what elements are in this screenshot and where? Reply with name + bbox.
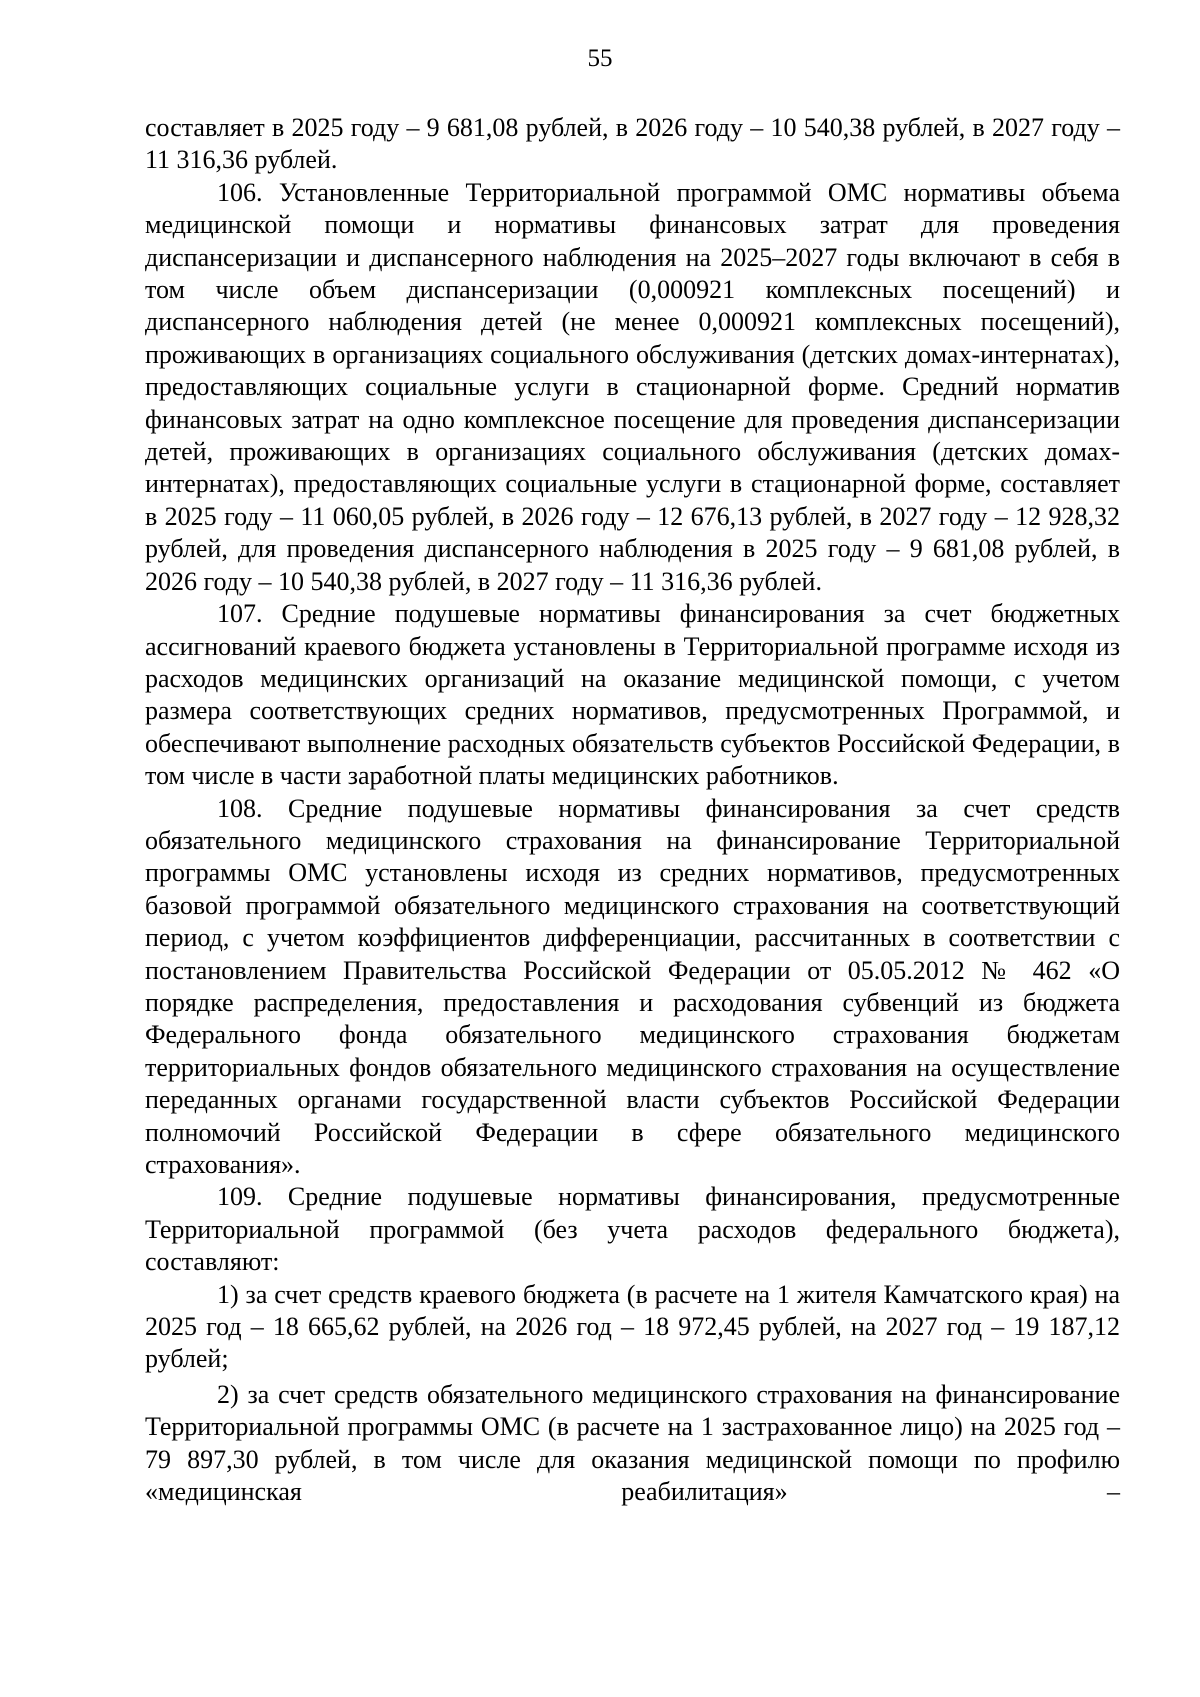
document-body — [145, 112, 1120, 1508]
paragraph-continuation: составляет в 2025 году – 9 681,08 рублей, в 2026 году – 10 540,38 рублей, в 2027 году – 11 316,36 рублей. — [145, 113, 1120, 175]
paragraph-109: 109. Средние подушевые нормативы финансирования, предусмотренные Территориальной программой (без учета расходов федерального бюджета), составляют: — [145, 1182, 1120, 1277]
paragraph-109-item-2: 2) за счет средств обязательного медицинского страхования на финансирование Территориальной программы ОМС (в расчете на 1 застрахованное лицо) на 2025 год – 79 897,30 рублей, в том числе для оказания медицинской помощи по профилю «медицинская реабилитация» – — [145, 1379, 1120, 1507]
paragraph-109-item-1: 1) за счет средств краевого бюджета (в расчете на 1 жителя Камчатского края) на 2025 год – 18 665,62 рублей, на 2026 год – 18 972,45 рублей, на 2027 год – 19 187,12 рублей; — [145, 1279, 1120, 1374]
paragraph-106: 106. Установленные Территориальной программой ОМС нормативы объема медицинской помощи и нормативы финансовых затрат для проведения диспансеризации и диспансерного наблюдения на 2025–2027 годы включают в себя в том числе объем диспансеризации (0,000921 комплексных посещений) и диспансерного наблюдения детей (не менее 0,000921 комплексных посещений), проживающих в организациях социального обслуживания (детских домах-интернатах), предоставляющих социальные услуги в стационарной форме. Средний норматив финансовых затрат на одно комплексное посещение для проведения диспансеризации детей, проживающих в организациях социального обслуживания (детских домах-интернатах), предоставляющих социальные услуги в стационарной форме, составляет в 2025 году – 11 060,05 рублей, в 2026 году – 12 676,13 рублей, в 2027 году – 12 928,32 рублей, для проведения диспансерного наблюдения в 2025 году – 9 681,08 рублей, в 2026 году – 10 540,38 рублей, в 2027 году – 11 316,36 рублей. — [145, 177, 1120, 596]
paragraph-108: 108. Средние подушевые нормативы финансирования за счет средств обязательного медицинского страхования на финансирование Территориальной программы ОМС установлены исходя из средних нормативов, предусмотренных базовой программой обязательного медицинского страхования на соответствующий период, с учетом коэффициентов дифференциации, рассчитанных в соответствии с постановлением Правительства Российской Федерации от 05.05.2012 № 462 «О порядке распределения, предоставления и расходования субвенций из бюджета Федерального фонда обязательного медицинского страхования бюджетам территориальных фондов обязательного медицинского страхования на осуществление переданных органами государственной власти субъектов Российской Федерации полномочий Российской Федерации в сфере обязательного медицинского страхования». — [145, 793, 1120, 1179]
paragraph-107: 107. Средние подушевые нормативы финансирования за счет бюджетных ассигнований краевого бюджета установлены в Территориальной программе исходя из расходов медицинских организаций на оказание медицинской помощи, с учетом размера соответствующих средних нормативов, предусмотренных Программой, и обеспечивают выполнение расходных обязательств субъектов Российской Федерации, в том числе в части заработной платы медицинских работников. — [145, 599, 1120, 791]
page-number: 55 — [587, 45, 613, 72]
